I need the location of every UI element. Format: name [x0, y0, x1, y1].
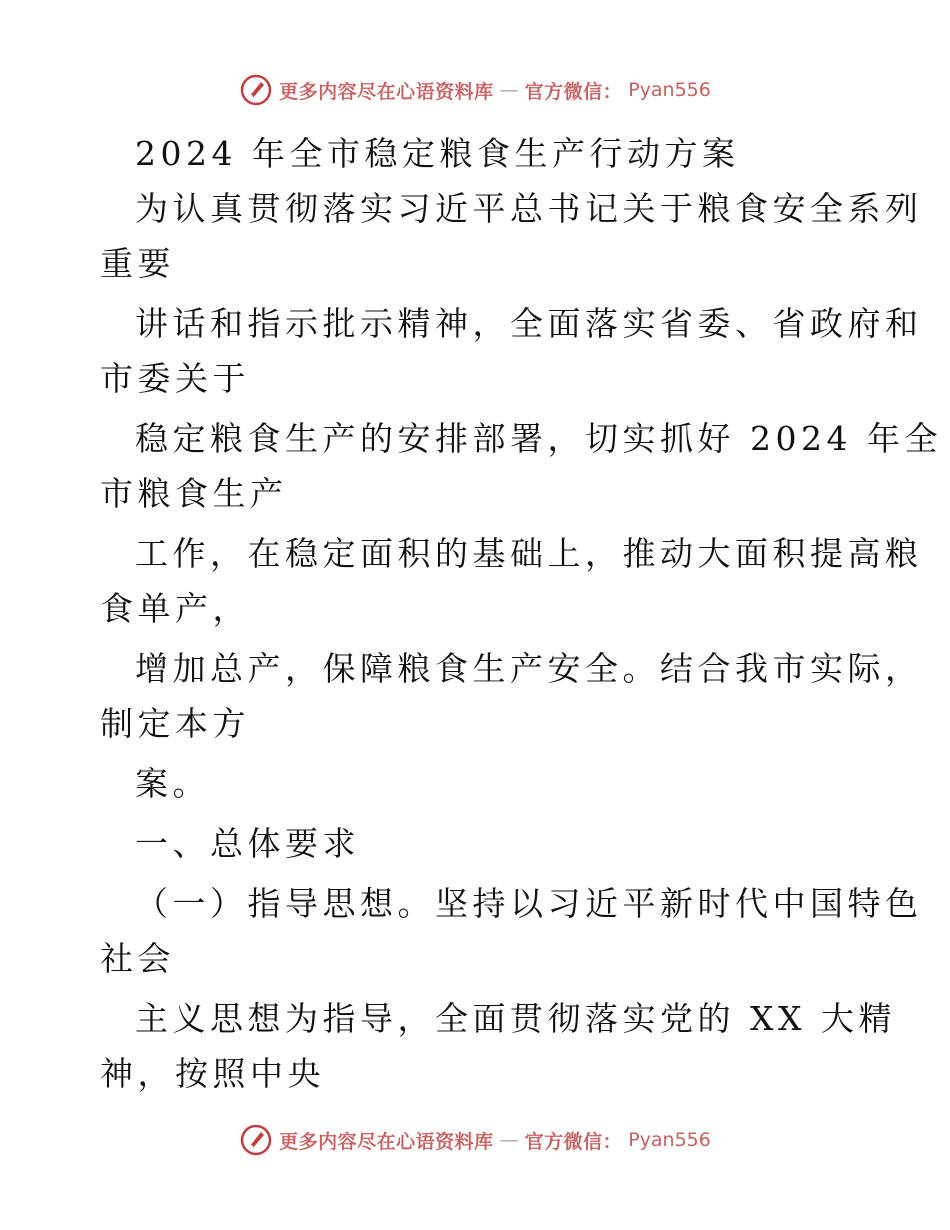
paragraph-line: 主义思想为指导，全面贯彻落实党的 XX 大精 — [135, 999, 896, 1038]
paragraph-line: 案。 — [135, 764, 210, 803]
footer-watermark — [0, 1120, 950, 1160]
paragraph-line: （一）指导思想。坚持以习近平新时代中国特色 — [135, 884, 923, 923]
watermark-text: 更多内容尽在心语资料库 — [279, 1130, 494, 1153]
watermark-id: Pyan556 — [628, 79, 711, 101]
section-heading: 一、总体要求 — [135, 824, 360, 863]
document-title: 2024 年全市稳定粮食生产行动方案 — [135, 134, 740, 173]
watermark-official: 官方微信： — [524, 80, 623, 103]
watermark-separator: — — [499, 1129, 519, 1151]
watermark-official: 官方微信： — [524, 1130, 623, 1153]
paragraph-line: 社会 — [100, 939, 175, 978]
paragraph-line: 市粮食生产 — [100, 474, 288, 513]
paragraph-line: 工作，在稳定面积的基础上，推动大面积提高粮 — [135, 534, 923, 573]
header-watermark — [0, 70, 950, 110]
pen-logo-icon — [239, 73, 273, 107]
paragraph-line: 增加总产，保障粮食生产安全。结合我市实际， — [135, 649, 923, 688]
paragraph-line: 制定本方 — [100, 704, 250, 743]
watermark-id: Pyan556 — [628, 1129, 711, 1151]
paragraph-line: 为认真贯彻落实习近平总书记关于粮食安全系列 — [135, 189, 923, 228]
paragraph-line: 稳定粮食生产的安排部署，切实抓好 2024 年全 — [135, 419, 942, 458]
paragraph-line: 食单产， — [100, 589, 250, 628]
paragraph-line: 神，按照中央 — [100, 1054, 325, 1093]
paragraph-line: 重要 — [100, 244, 175, 283]
watermark-separator: — — [499, 79, 519, 101]
paragraph-line: 讲话和指示批示精神，全面落实省委、省政府和 — [135, 304, 923, 343]
pen-logo-icon — [239, 1123, 273, 1157]
paragraph-line: 市委关于 — [100, 359, 250, 398]
watermark-text: 更多内容尽在心语资料库 — [279, 80, 494, 103]
